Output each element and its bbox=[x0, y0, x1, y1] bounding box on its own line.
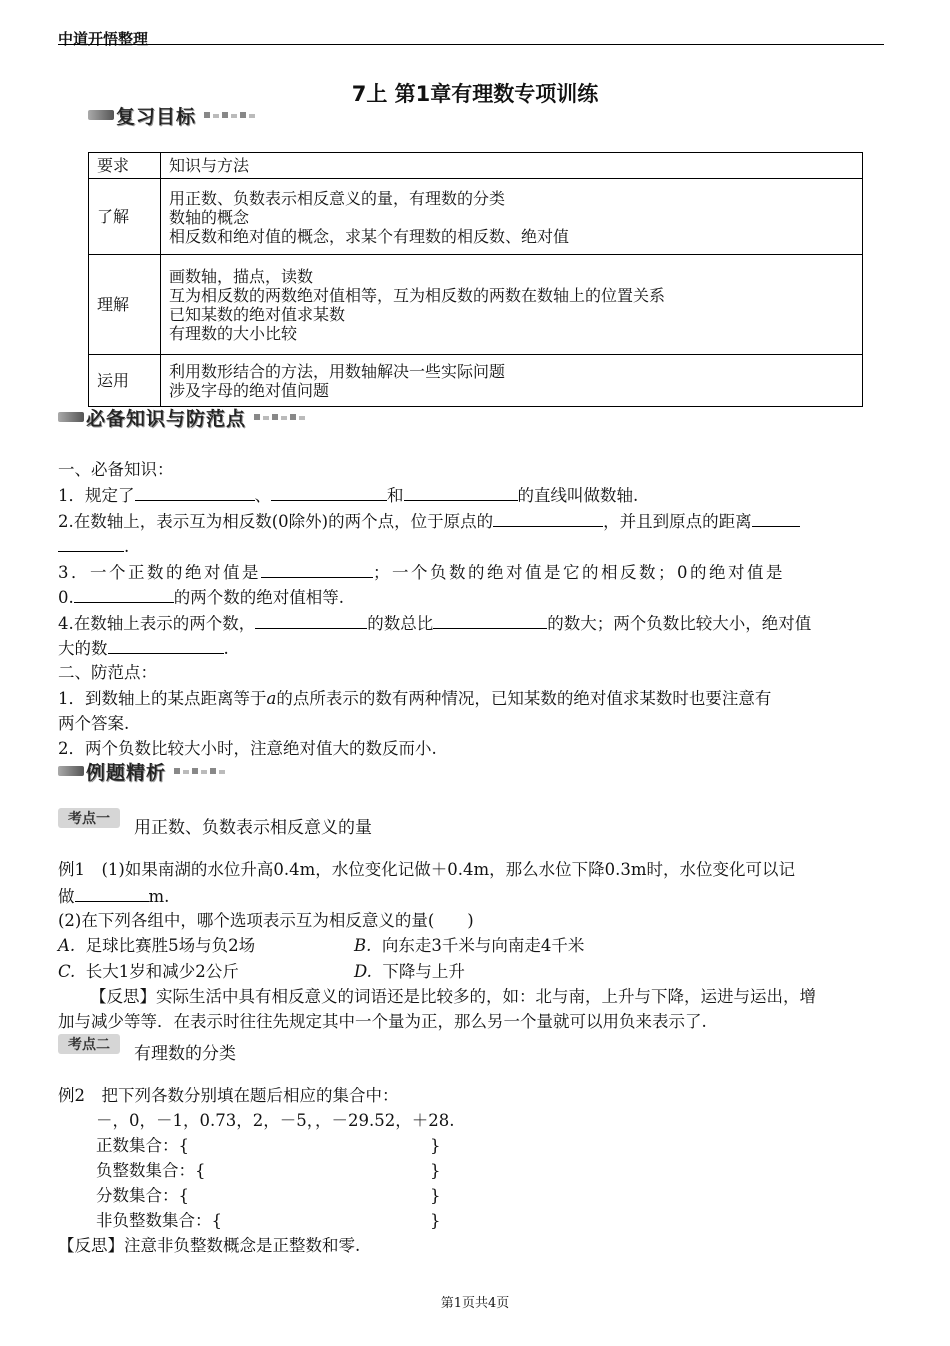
caution-item-1-cont: 两个答案. bbox=[58, 714, 130, 733]
set-label-negative-integers: 负整数集合：{ bbox=[96, 1161, 206, 1180]
banner-dots-icon bbox=[204, 112, 255, 118]
banner-label: 例题精析 bbox=[86, 761, 167, 784]
answer-blank bbox=[433, 611, 547, 629]
example-2-numbers: －，0，－1，0.73，2，－5，，－29.52，＋28. bbox=[96, 1111, 455, 1130]
table-content-line: 数轴的概念 bbox=[169, 207, 250, 227]
example-2-line: 例2 把下列各数分别填在题后相应的集合中： bbox=[58, 1086, 399, 1105]
answer-blank bbox=[75, 884, 149, 902]
set-label-nonnegative-integers: 非负整数集合：{ bbox=[96, 1211, 222, 1230]
option-b: B. 向东走3千米与向南走4千米 bbox=[354, 936, 585, 955]
answer-blank bbox=[493, 509, 603, 527]
table-req-cell: 了解 bbox=[89, 179, 161, 255]
banner-label: 复习目标 bbox=[116, 105, 197, 128]
banner-dots-icon bbox=[174, 768, 225, 774]
table-content-line: 已知某数的绝对值求某数 bbox=[169, 305, 346, 324]
banner-arrow-icon bbox=[58, 766, 84, 776]
banner-examples bbox=[58, 758, 225, 784]
header-rule bbox=[58, 44, 884, 45]
set-close-brace: } bbox=[430, 1211, 441, 1230]
table-content-line: 相反数和绝对值的概念，求某个有理数的相反数、绝对值 bbox=[169, 226, 570, 246]
banner-knowledge bbox=[58, 404, 305, 430]
set-label-positive: 正数集合：{ bbox=[96, 1136, 189, 1155]
table-content-cell bbox=[161, 355, 863, 407]
answer-blank bbox=[255, 611, 367, 629]
option-d: D. 下降与上升 bbox=[354, 962, 465, 981]
caution-item-1: 1．到数轴上的某点距离等于a的点所表示的数有两种情况，已知某数的绝对值求某数时也要注意有 bbox=[58, 689, 772, 708]
option-c: C. 长大1岁和减少2公斤 bbox=[58, 962, 239, 981]
knowledge-item-3: 3．一个正数的绝对值是 ；一个负数的绝对值是它的相反数；0的绝对值是 bbox=[58, 560, 785, 585]
topic-title: 有理数的分类 bbox=[134, 1044, 236, 1064]
knowledge-item-2: 2.在数轴上，表示互为相反数(0除外)的两个点，位于原点的 ，并且到原点的距离 bbox=[58, 509, 800, 534]
answer-blank bbox=[261, 560, 373, 578]
table-row bbox=[89, 255, 863, 355]
answer-blank bbox=[404, 483, 518, 501]
table-content-line: 互为相反数的两数绝对值相等，互为相反数的两数在数轴上的位置关系 bbox=[169, 286, 666, 305]
caution-item-2: 2．两个负数比较大小时，注意绝对值大的数反而小. bbox=[58, 739, 437, 758]
table-content-line: 用正数、负数表示相反意义的量，有理数的分类 bbox=[169, 188, 506, 208]
table-content-line: 画数轴，描点，读数 bbox=[169, 267, 314, 286]
example-1-line: (2)在下列各组中，哪个选项表示互为相反意义的量( ) bbox=[58, 911, 474, 930]
set-close-brace: } bbox=[430, 1186, 441, 1205]
example-1-line: 例1 (1)如果南湖的水位升高0.4m，水位变化记做＋0.4m，那么水位下降0.3m时，水位变化可以记 bbox=[58, 860, 796, 879]
banner-label: 必备知识与防范点 bbox=[86, 407, 247, 430]
set-label-fractions: 分数集合：{ bbox=[96, 1186, 189, 1205]
example-1-line: 做 m. bbox=[58, 884, 169, 909]
table-req-cell: 运用 bbox=[89, 355, 161, 407]
knowledge-item-4-cont: 大的数 . bbox=[58, 636, 229, 661]
table-row bbox=[89, 179, 863, 255]
topic-title: 用正数、负数表示相反意义的量 bbox=[134, 818, 372, 838]
table-content-cell bbox=[161, 179, 863, 255]
section-heading: 一、必备知识： bbox=[58, 460, 174, 479]
set-close-brace: } bbox=[430, 1136, 441, 1155]
page-title: 7上 第1章有理数专项训练 bbox=[351, 82, 599, 106]
banner-review-goals bbox=[88, 102, 255, 128]
table-content-line: 有理数的大小比较 bbox=[169, 324, 298, 343]
knowledge-item-4: 4.在数轴上表示的两个数， 的数总比 的数大；两个负数比较大小，绝对值 bbox=[58, 611, 811, 636]
banner-arrow-icon bbox=[58, 412, 84, 422]
banner-arrow-icon bbox=[88, 110, 114, 120]
answer-blank bbox=[135, 483, 255, 501]
table-req-cell: 理解 bbox=[89, 255, 161, 355]
reflection-1: 【反思】实际生活中具有相反意义的词语还是比较多的，如：北与南，上升与下降，运进与运出，增 bbox=[90, 987, 816, 1006]
table-row bbox=[89, 355, 863, 407]
table-content-line: 涉及字母的绝对值问题 bbox=[169, 381, 330, 400]
page-header: 中道开悟整理 bbox=[58, 30, 149, 48]
table-header-row bbox=[89, 153, 863, 179]
answer-blank bbox=[74, 585, 174, 603]
table-header-cell: 要求 bbox=[89, 153, 161, 179]
knowledge-item-2-cont: . bbox=[58, 534, 129, 559]
goals-table bbox=[88, 152, 863, 407]
option-a: A. 足球比赛胜5场与负2场 bbox=[58, 936, 256, 955]
reflection-2: 【反思】注意非负整数概念是正整数和零. bbox=[58, 1236, 361, 1255]
table-content-line: 利用数形结合的方法，用数轴解决一些实际问题 bbox=[169, 362, 506, 381]
table-content-cell bbox=[161, 255, 863, 355]
answer-blank bbox=[108, 636, 224, 654]
knowledge-item-1: 1．规定了 、 和 的直线叫做数轴. bbox=[58, 483, 638, 508]
knowledge-item-3-cont: 0. 的两个数的绝对值相等. bbox=[58, 585, 344, 610]
answer-blank bbox=[58, 534, 124, 552]
set-close-brace: } bbox=[430, 1161, 441, 1180]
table-header-cell: 知识与方法 bbox=[161, 153, 863, 179]
answer-blank bbox=[752, 509, 800, 527]
page-number: 第1页共4页 bbox=[440, 1296, 510, 1311]
topic-tag: 考点二 bbox=[58, 1034, 120, 1054]
answer-blank bbox=[271, 483, 387, 501]
reflection-1-cont: 加与减少等等．在表示时往往先规定其中一个量为正，那么另一个量就可以用负来表示了. bbox=[58, 1012, 707, 1031]
topic-tag: 考点一 bbox=[58, 808, 120, 828]
banner-dots-icon bbox=[254, 414, 305, 420]
section-heading: 二、防范点： bbox=[58, 663, 157, 682]
